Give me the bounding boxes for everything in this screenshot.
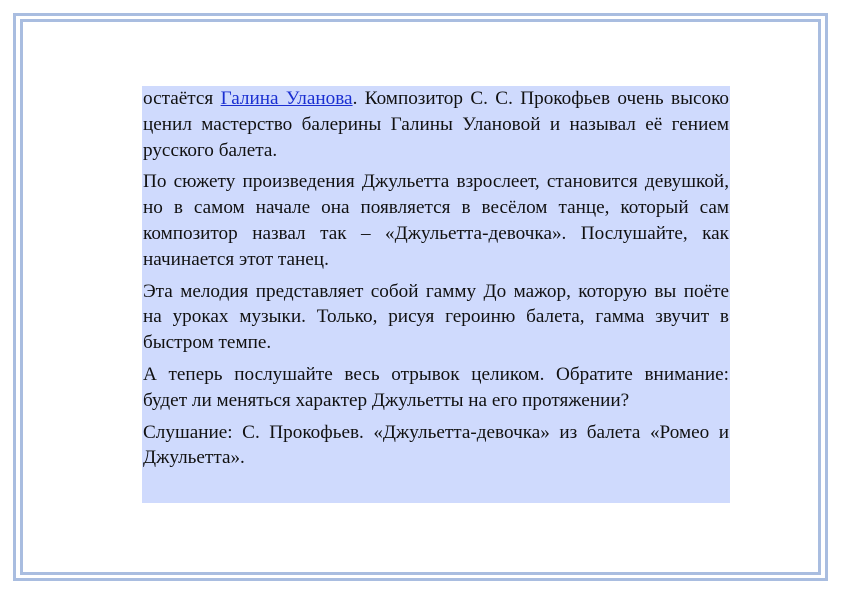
paragraph-1-text: . Композитор С. С. Прокофьев очень высоко ценил мастерство балерины Галины Улановой и называл её гением русского балета. [143,88,730,161]
paragraph-4: А теперь послушайте весь отрывок целиком. Обратите внимание: будет ли меняться характер Джульетты на его протяжении? [143,363,729,411]
paragraph-1-lead: остаётся [143,88,221,109]
paragraph-2: По сюжету произведения Джульетта взрослеет, становится девушкой, но в самом начале она появляется в весёлом танце, который сам композитор назвал так – «Джульетта-девочка». Послушайте, как начинается этот танец. [143,171,729,270]
paragraph-3: Эта мелодия представляет собой гамму До мажор, которую вы поёте на уроках музыки. Только, рисуя героиню балета, гамма звучит в быстром темпе. [143,280,729,354]
galina-ulanova-link[interactable]: Галина Уланова [220,88,353,109]
paragraph-5: Слушание: С. Прокофьев. «Джульетта-девочка» из балета «Ромео и Джульетта». [143,421,729,469]
paragraph-1 [143,86,729,163]
slide-text-block [142,86,730,503]
